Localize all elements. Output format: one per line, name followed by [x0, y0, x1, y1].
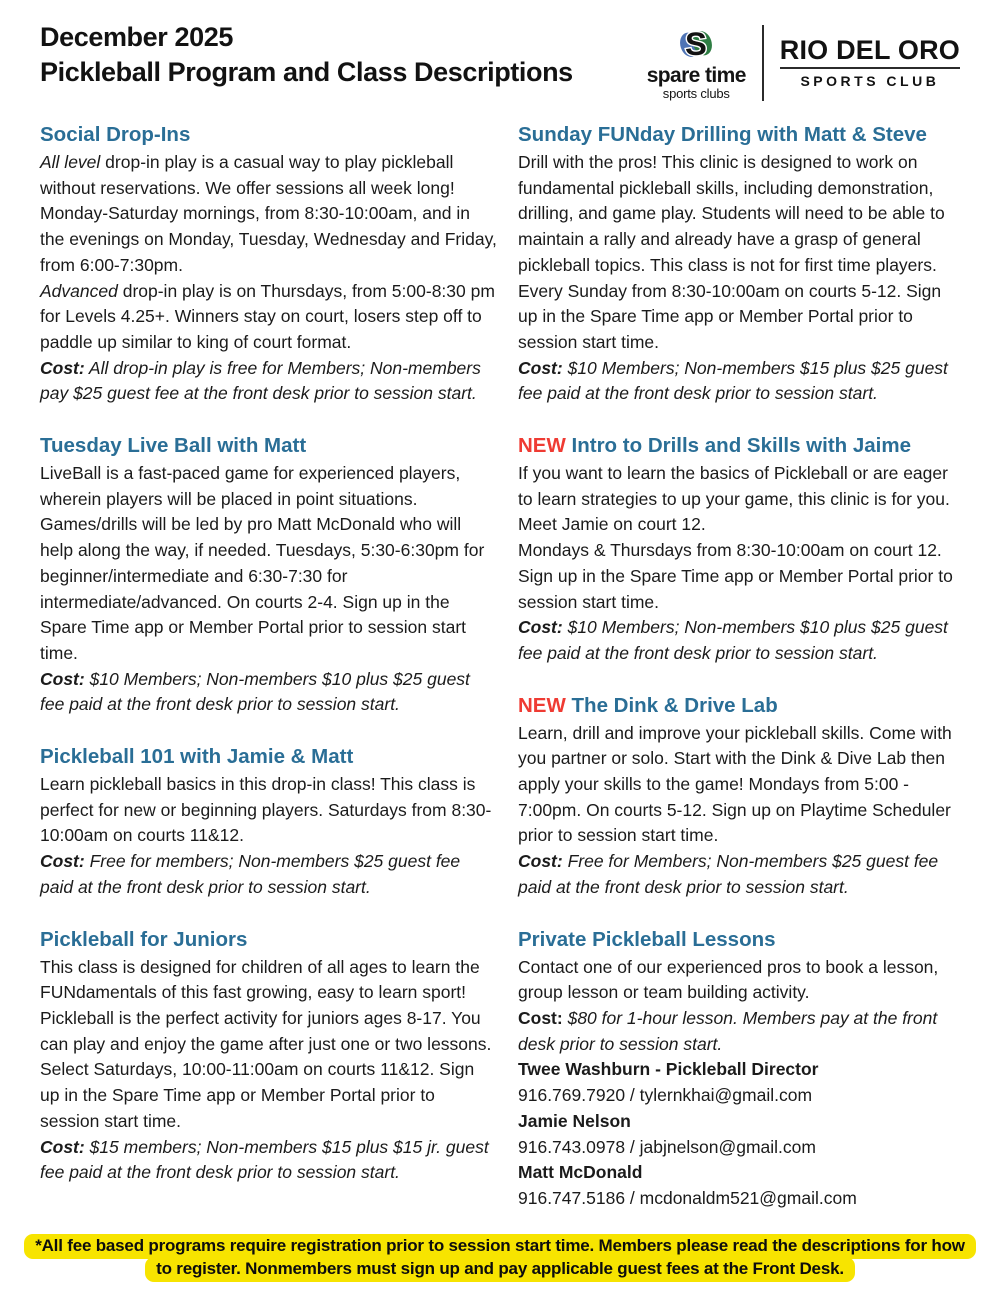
text-segment: The Dink & Drive Lab	[571, 693, 778, 717]
text-segment: Contact one of our experienced pros to book a lesson, group lesson or team building activity.	[518, 956, 939, 1003]
paragraph	[518, 461, 960, 538]
paragraph	[40, 772, 497, 849]
club-name-underline	[780, 67, 960, 69]
text-segment: $80 for 1-hour lesson. Members pay at the front desk prior to session start.	[518, 1007, 938, 1054]
text-segment: Private Pickleball Lessons	[518, 927, 776, 951]
text-segment: drop-in play is on Thursdays, from 5:00-8:30 pm for Levels 4.25+. Winners stay on court, losers step off to paddle up similar to king of court format.	[40, 280, 495, 352]
text-segment: Advanced	[40, 280, 118, 301]
paragraph	[40, 461, 497, 667]
text-segment: Sunday FUNday Drilling with Matt & Steve	[518, 123, 927, 146]
section-intro-to-drills-and-skills	[518, 433, 960, 667]
section-heading-pickleball-for-juniors	[40, 927, 497, 953]
new-badge: NEW	[518, 434, 572, 458]
paragraph	[518, 1109, 960, 1135]
text-segment: If you want to learn the basics of Pickleball or are eager to learn strategies to up your game, this clinic is for you. Meet Jamie on court 12.	[518, 463, 950, 535]
text-segment: Cost:	[518, 357, 563, 378]
header	[40, 20, 960, 101]
paragraph	[518, 615, 960, 666]
club-logo	[780, 36, 960, 89]
text-segment: Cost:	[40, 668, 85, 689]
text-segment: All drop-in play is free for Members; Non-members pay $25 guest fee at the front desk prior to session start.	[40, 357, 481, 404]
svg-text:S: S	[685, 25, 708, 63]
logo-divider	[762, 25, 764, 101]
paragraph	[518, 1160, 960, 1186]
spare-time-s-icon	[676, 24, 716, 64]
spare-time-subtext: sports clubs	[662, 86, 730, 101]
section-pickleball-for-juniors	[40, 927, 497, 1186]
club-name: RIO DEL ORO	[779, 35, 960, 65]
section-heading-social-drop-ins	[40, 122, 497, 148]
paragraph	[40, 955, 497, 1135]
text-segment: Cost:	[518, 1007, 563, 1028]
paragraph	[518, 849, 960, 900]
paragraph	[518, 1135, 960, 1161]
text-segment: Every Sunday from 8:30-10:00am on courts 5-12. Sign up in the Spare Time app or Member Portal prior to session start time.	[518, 280, 942, 352]
paragraph	[518, 356, 960, 407]
footer-note	[0, 1234, 1000, 1282]
section-dink-and-drive-lab	[518, 693, 960, 901]
text-segment: Learn pickleball basics in this drop-in class! This class is perfect for new or beginning players. Saturdays from 8:30-10:00am on courts 11&12.	[40, 774, 492, 846]
title-line-2: Pickleball Program and Class Descriptions	[40, 57, 573, 87]
paragraph	[40, 356, 497, 407]
paragraph	[518, 150, 960, 279]
section-tuesday-live-ball	[40, 433, 497, 718]
text-segment: 916.769.7920 / tylernkhai@gmail.com	[518, 1085, 813, 1106]
logo-block	[647, 24, 960, 101]
text-segment: All level	[40, 152, 101, 172]
paragraph	[518, 1057, 960, 1083]
paragraph	[518, 279, 960, 356]
text-segment: $10 Members; Non-members $15 plus $25 guest fee paid at the front desk prior to session start.	[518, 357, 948, 404]
spare-time-wordmark: spare time	[646, 64, 746, 87]
text-segment: $10 Members; Non-members $10 plus $25 guest fee paid at the front desk prior to session start.	[518, 617, 948, 663]
text-segment: 916.743.0978 / jabjnelson@gmail.com	[518, 1136, 816, 1157]
page-title	[40, 20, 573, 90]
text-segment: Cost:	[40, 1136, 85, 1157]
text-segment: Free for members; Non-members $25 guest fee paid at the front desk prior to session start.	[40, 851, 461, 897]
text-segment: LiveBall is a fast-paced game for experienced players, wherein players will be placed in point situations. Games/drills will be led by pro Matt McDonald who will help along the way, if needed. Tuesdays, 5:30-6:30pm for beginner/intermediate and 6:30-7:30 for intermediate/advanced. On courts 2-4. Sign up in the Spare Time app or Member Portal prior to session start time.	[40, 463, 485, 663]
text-segment: Mondays & Thursdays from 8:30-10:00am on court 12. Sign up in the Spare Time app or Member Portal prior to session start time.	[518, 540, 953, 612]
footer-line-1: *All fee based programs require registration prior to session start time. Members please read the descriptions for how	[24, 1234, 976, 1259]
text-segment: $15 members; Non-members $15 plus $15 jr. guest fee paid at the front desk prior to session start.	[40, 1136, 489, 1183]
paragraph	[518, 955, 960, 1006]
text-segment: Free for Members; Non-members $25 guest fee paid at the front desk prior to session start.	[518, 851, 939, 897]
paragraph	[518, 721, 960, 850]
club-subtitle: SPORTS CLUB	[800, 73, 940, 89]
text-segment: drop-in play is a casual way to play pickleball without reservations. We offer sessions all week long! Monday-Saturday mornings, from 8:30-10:00am, and in the evenings on Monday, Tuesday, Wednesday and Friday, from 6:00-7:30pm.	[40, 152, 497, 275]
text-segment: Social Drop-Ins	[40, 123, 191, 146]
text-segment: Cost:	[40, 357, 85, 378]
section-pickleball-101	[40, 744, 497, 901]
text-segment: Learn, drill and improve your pickleball skills. Come with you partner or solo. Start with the Dink & Dive Lab then apply your skills to the game! Mondays from 5:00 - 7:00pm. On courts 5-12. Sign up on Playtime Scheduler prior to session start time.	[518, 722, 952, 846]
column-right	[518, 122, 960, 1212]
paragraph	[518, 1006, 960, 1057]
section-sunday-funday-drilling	[518, 122, 960, 407]
paragraph	[518, 538, 960, 615]
paragraph	[518, 1186, 960, 1212]
section-heading-sunday-funday-drilling	[518, 122, 960, 148]
paragraph	[40, 150, 497, 279]
text-segment: Twee Washburn - Pickleball Director	[518, 1059, 819, 1080]
section-heading-tuesday-live-ball	[40, 433, 497, 459]
text-segment: Cost:	[518, 851, 563, 872]
text-segment: Pickleball 101 with Jamie & Matt	[40, 745, 354, 769]
text-segment: This class is designed for children of all ages to learn the FUNdamentals of this fast growing, easy to learn sport! Pickleball is the perfect activity for juniors ages 8-17. You can play and enjoy the game after just one or two lessons. Select Saturdays, 10:00-11:00am on courts 11&12. Sign up in the Spare Time app or Member Portal prior to session start time.	[40, 956, 492, 1131]
section-heading-dink-and-drive-lab	[518, 693, 960, 719]
text-segment: Matt McDonald	[518, 1162, 643, 1183]
section-social-drop-ins	[40, 122, 497, 407]
text-segment: Jamie Nelson	[518, 1110, 631, 1131]
section-heading-private-pickleball-lessons	[518, 927, 960, 953]
column-left	[40, 122, 497, 1212]
text-segment: 916.747.5186 / mcdonaldm521@gmail.com	[518, 1187, 857, 1208]
paragraph	[40, 667, 497, 718]
paragraph	[518, 1083, 960, 1109]
new-badge: NEW	[518, 693, 572, 717]
spare-time-logo	[647, 24, 760, 101]
section-heading-intro-to-drills-and-skills	[518, 433, 960, 459]
text-segment: $10 Members; Non-members $10 plus $25 guest fee paid at the front desk prior to session start.	[40, 668, 470, 715]
text-segment: Cost:	[40, 851, 85, 872]
paragraph	[40, 279, 497, 356]
section-private-pickleball-lessons	[518, 927, 960, 1212]
title-line-1: December 2025	[40, 22, 233, 52]
text-segment: Tuesday Live Ball with Matt	[40, 434, 307, 458]
section-heading-pickleball-101	[40, 744, 497, 770]
footer-line-2: to register. Nonmembers must sign up and pay applicable guest fees at the Front Desk.	[145, 1257, 855, 1282]
paragraph	[40, 849, 497, 900]
paragraph	[40, 1135, 497, 1186]
text-segment: Cost:	[518, 617, 563, 638]
content-columns	[40, 122, 960, 1212]
text-segment: Drill with the pros! This clinic is designed to work on fundamental pickleball skills, including demonstration, drilling, and game play. Students will need to be able to maintain a rally and already have a grasp of general pickleball topics. This class is not for first time players.	[518, 152, 945, 275]
text-segment: Intro to Drills and Skills with Jaime	[571, 434, 911, 458]
text-segment: Pickleball for Juniors	[40, 927, 248, 951]
